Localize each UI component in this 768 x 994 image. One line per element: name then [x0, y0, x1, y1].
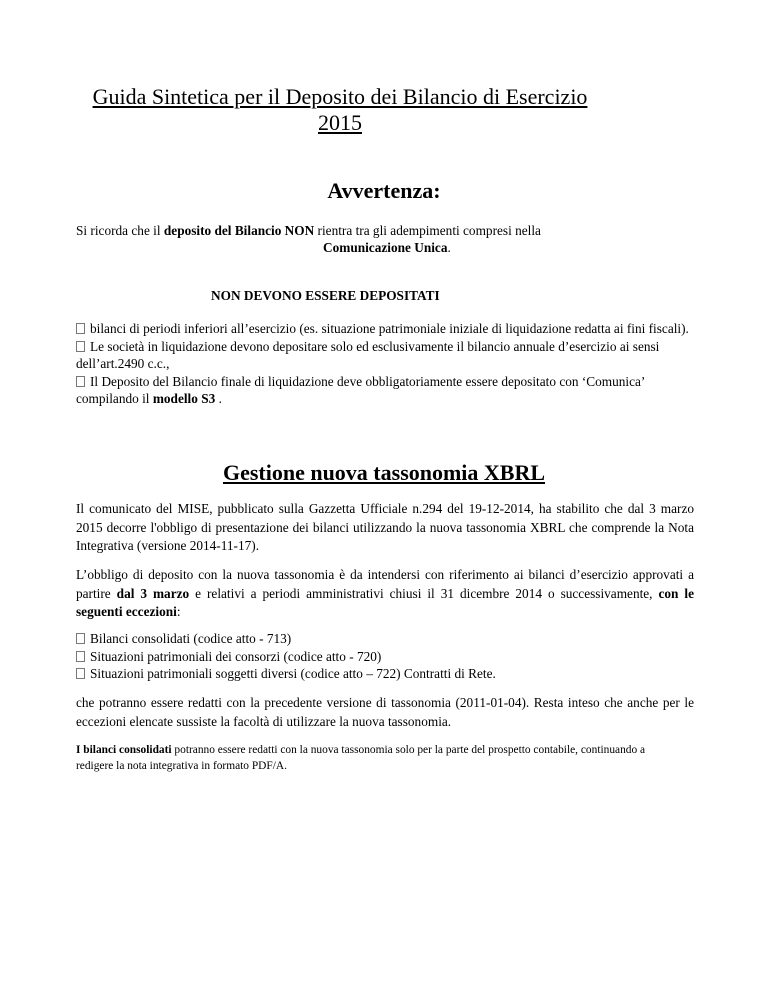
list-item-text-a: Il Deposito del Bilancio finale di liquidazione deve obbligatoriamente essere depositato con ‘Comunica’ compilando il [76, 373, 645, 406]
p4-text-b: potranno essere redatti con la nuova tassonomia solo per la parte del prospetto contabile, continuando a redigere la nota integrativa in formato PDF/A. [76, 744, 646, 772]
list-item [76, 320, 696, 338]
p2-text-c: e relativi a periodi amministrativi chiusi il 31 dicembre 2014 o successivamente, [189, 585, 659, 601]
list-item [76, 373, 696, 408]
checkbox-square-icon [76, 668, 85, 679]
list-item-text-b: modello S3 [152, 391, 216, 406]
avvertenza-heading: Avvertenza: [327, 178, 441, 203]
title-line-1: Guida Sintetica per il Deposito dei Bilancio di Esercizio [92, 84, 588, 109]
non-depositati-heading: NON DEVONO ESSERE DEPOSITATI [211, 288, 440, 303]
avvertenza-line-2 [76, 239, 696, 256]
list-item [76, 338, 696, 373]
avvertenza-text-e: . [447, 240, 451, 255]
xbrl-paragraph-4 [76, 742, 676, 774]
checkbox-square-icon [76, 341, 85, 352]
list-item [76, 630, 496, 648]
xbrl-paragraph-3: che potranno essere redatti con la precedente versione di tassonomia (2011-01-04). Resta inteso che anche per le eccezioni elencate sussiste la facoltà di utilizzare la nuova tassonomia. [76, 695, 694, 729]
xbrl-heading: Gestione nuova tassonomia XBRL [222, 460, 546, 485]
title-line-2: 2015 [318, 110, 362, 135]
checkbox-square-icon [76, 633, 85, 644]
list-item-text-c: . [215, 391, 222, 406]
checkbox-square-icon [76, 651, 85, 662]
xbrl-paragraph-2 [76, 566, 694, 622]
p2-text-a: L’obbligo di deposito con la nuova tassonomia è da intendersi con riferimento ai bilanci d’esercizio approvati a partire [76, 567, 694, 601]
exception-text: Bilanci consolidati (codice atto - 713) [90, 631, 292, 646]
exceptions-list [76, 630, 496, 683]
avvertenza-text [76, 222, 696, 256]
list-item-text: Le società in liquidazione devono depositare solo ed esclusivamente il bilancio annuale d’esercizio ai sensi dell’art.2490 c.c., [76, 338, 660, 371]
checkbox-square-icon [76, 376, 85, 387]
xbrl-paragraph-1: Il comunicato del MISE, pubblicato sulla Gazzetta Ufficiale n.294 del 19-12-2014, ha stabilito che dal 3 marzo 2015 decorre l'obbligo di presentazione dei bilanci utilizzando la nuova tassonomia XBRL che comprende la Nota Integrativa (versione 2014-11-17). [76, 501, 694, 553]
exception-text: Situazioni patrimoniali dei consorzi (codice atto - 720) [90, 648, 382, 664]
p2-text-d: con le seguenti eccezioni [76, 585, 694, 619]
avvertenza-text-c: rientra tra gli adempimenti compresi nella [314, 223, 541, 238]
p2-text-e: : [176, 604, 181, 619]
document-title [60, 84, 620, 136]
list-item [76, 648, 496, 666]
exception-text: Situazioni patrimoniali soggetti diversi (codice atto – 722) Contratti di Rete. [90, 666, 496, 681]
p2-text-b: dal 3 marzo [116, 585, 190, 601]
p4-text-a: I bilanci consolidati [76, 744, 172, 756]
list-item-text: bilanci di periodi inferiori all’esercizio (es. situazione patrimoniale iniziale di liquidazione redatta ai fini fiscali). [90, 321, 689, 336]
avvertenza-text-b: deposito del Bilancio NON [163, 223, 315, 238]
non-depositati-list [76, 320, 696, 408]
list-item [76, 665, 496, 683]
avvertenza-text-a: Si ricorda che il [76, 223, 164, 238]
checkbox-square-icon [76, 323, 85, 334]
avvertenza-text-d: Comunicazione Unica [323, 240, 448, 255]
